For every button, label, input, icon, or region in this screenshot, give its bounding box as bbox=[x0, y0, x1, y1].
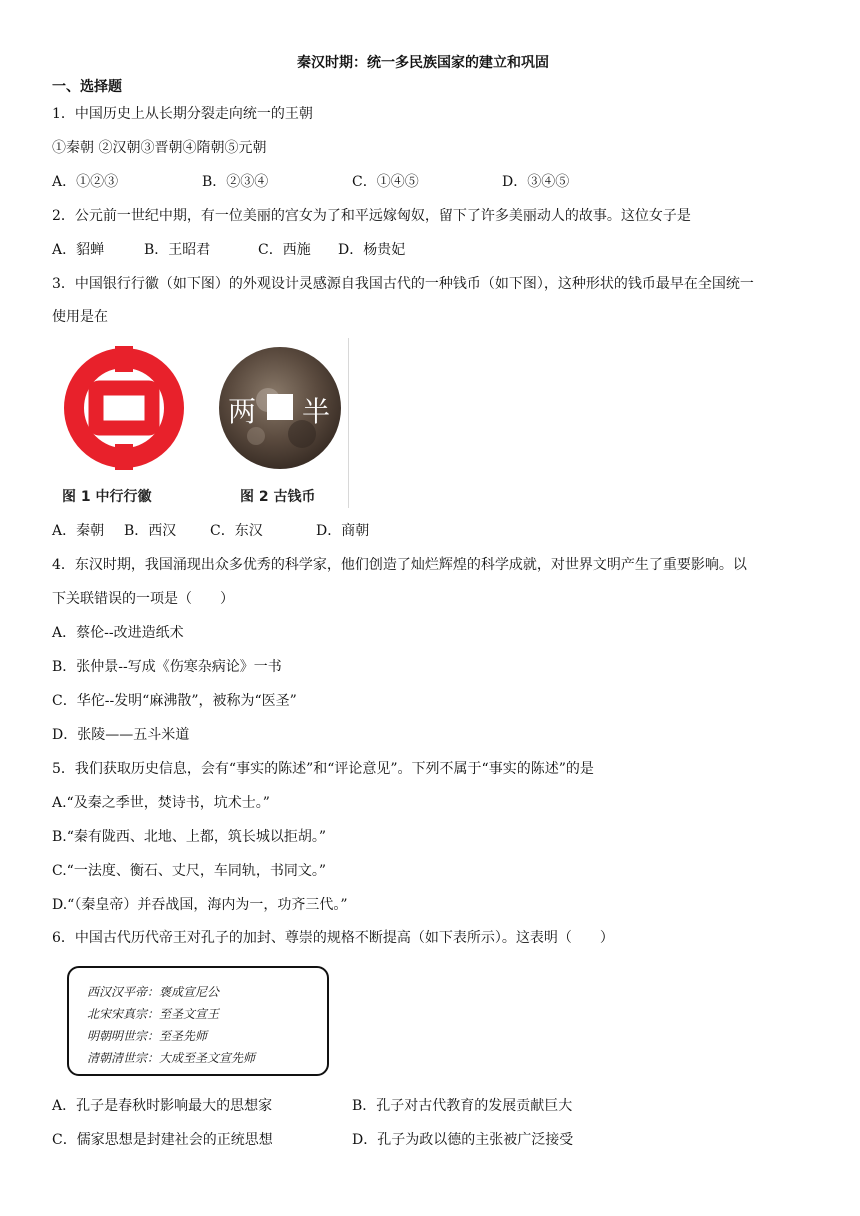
question-4-option-a[interactable]: A．蔡伦--改进造纸术 bbox=[52, 625, 184, 641]
question-5-option-c[interactable]: C.“一法度、衡石、丈尺，车同轨，书同文。” bbox=[52, 863, 326, 879]
bank-of-china-logo bbox=[62, 346, 186, 470]
question-6-option-d[interactable]: D．孔子为政以德的主张被广泛接受 bbox=[352, 1132, 574, 1148]
honors-table-box bbox=[67, 966, 329, 1076]
question-3-option-c[interactable]: C．东汉 bbox=[210, 523, 263, 539]
question-4-stem: 4．东汉时期，我国涌现出众多优秀的科学家，他们创造了灿烂辉煌的科学成就，对世界文明产生了重要影响。以 bbox=[52, 557, 747, 573]
question-3-option-b[interactable]: B．西汉 bbox=[124, 523, 177, 539]
question-6-option-c[interactable]: C．儒家思想是封建社会的正统思想 bbox=[52, 1132, 273, 1148]
question-4-option-d[interactable]: D．张陵——五斗米道 bbox=[52, 727, 190, 743]
question-6-option-a[interactable]: A．孔子是春秋时影响最大的思想家 bbox=[52, 1098, 273, 1114]
question-3-stem: 3．中国银行行徽（如下图）的外观设计灵感源自我国古代的一种钱币（如下图），这种形状的钱币最早在全国统一 bbox=[52, 276, 754, 292]
question-3-option-d[interactable]: D．商朝 bbox=[316, 523, 370, 539]
section-heading: 一、选择题 bbox=[52, 79, 122, 95]
question-1-option-a[interactable]: A．①②③ bbox=[52, 174, 119, 190]
question-6-option-b[interactable]: B．孔子对古代教育的发展贡献巨大 bbox=[352, 1098, 573, 1114]
question-2-option-a[interactable]: A．貂蝉 bbox=[52, 242, 105, 258]
question-2-option-c[interactable]: C．西施 bbox=[258, 242, 311, 258]
coin-glyph-left: 两 bbox=[228, 395, 257, 428]
question-1-option-b[interactable]: B．②③④ bbox=[202, 174, 269, 190]
question-2-option-d[interactable]: D．杨贵妃 bbox=[338, 242, 406, 258]
question-6-stem: 6．中国古代历代帝王对孔子的加封、尊崇的规格不断提高（如下表所示）。这表明（ ） bbox=[52, 930, 614, 946]
question-5-option-d[interactable]: D.“（秦皇帝）并吞战国，海内为一，功齐三代。” bbox=[52, 897, 348, 913]
coin-figure bbox=[52, 338, 349, 508]
figure-2-caption: 图 2 古钱币 bbox=[240, 489, 316, 505]
question-1-option-c[interactable]: C．①④⑤ bbox=[352, 174, 419, 190]
honors-table-row: 清朝清世宗：大成至圣文宣先师 bbox=[87, 1051, 256, 1065]
page-title: 秦汉时期：统一多民族国家的建立和巩固 bbox=[297, 55, 549, 71]
honors-table-row: 明朝明世宗：至圣先师 bbox=[87, 1029, 208, 1043]
question-1-option-d[interactable]: D．③④⑤ bbox=[502, 174, 570, 190]
question-3-stem-cont: 使用是在 bbox=[52, 309, 108, 325]
question-2-option-b[interactable]: B．王昭君 bbox=[144, 242, 211, 258]
question-5-option-b[interactable]: B.“秦有陇西、北地、上都，筑长城以拒胡。” bbox=[52, 829, 327, 845]
coin-glyph-right: 半 bbox=[302, 395, 331, 428]
question-5-stem: 5．我们获取历史信息，会有“事实的陈述”和“评论意见”。下列不属于“事实的陈述”的是 bbox=[52, 761, 594, 777]
question-4-option-b[interactable]: B．张仲景--写成《伤寒杂病论》一书 bbox=[52, 659, 282, 675]
figure-1-caption: 图 1 中行行徽 bbox=[62, 489, 152, 505]
question-3-option-a[interactable]: A．秦朝 bbox=[52, 523, 105, 539]
question-1-choices: ①秦朝 ②汉朝③晋朝④隋朝⑤元朝 bbox=[52, 140, 267, 156]
question-4-stem-cont: 下关联错误的一项是（ ） bbox=[52, 591, 234, 607]
question-2-stem: 2．公元前一世纪中期，有一位美丽的宫女为了和平远嫁匈奴，留下了许多美丽动人的故事。这位女子是 bbox=[52, 208, 691, 224]
honors-table-row: 西汉汉平帝：褒成宣尼公 bbox=[87, 985, 220, 999]
question-5-option-a[interactable]: A.“及秦之季世，焚诗书，坑术士。” bbox=[52, 795, 270, 811]
question-1-stem: 1．中国历史上从长期分裂走向统一的王朝 bbox=[52, 106, 313, 122]
question-4-option-c[interactable]: C．华佗--发明“麻沸散”，被称为“医圣” bbox=[52, 693, 297, 709]
honors-table-row: 北宋宋真宗：至圣文宣王 bbox=[87, 1007, 220, 1021]
